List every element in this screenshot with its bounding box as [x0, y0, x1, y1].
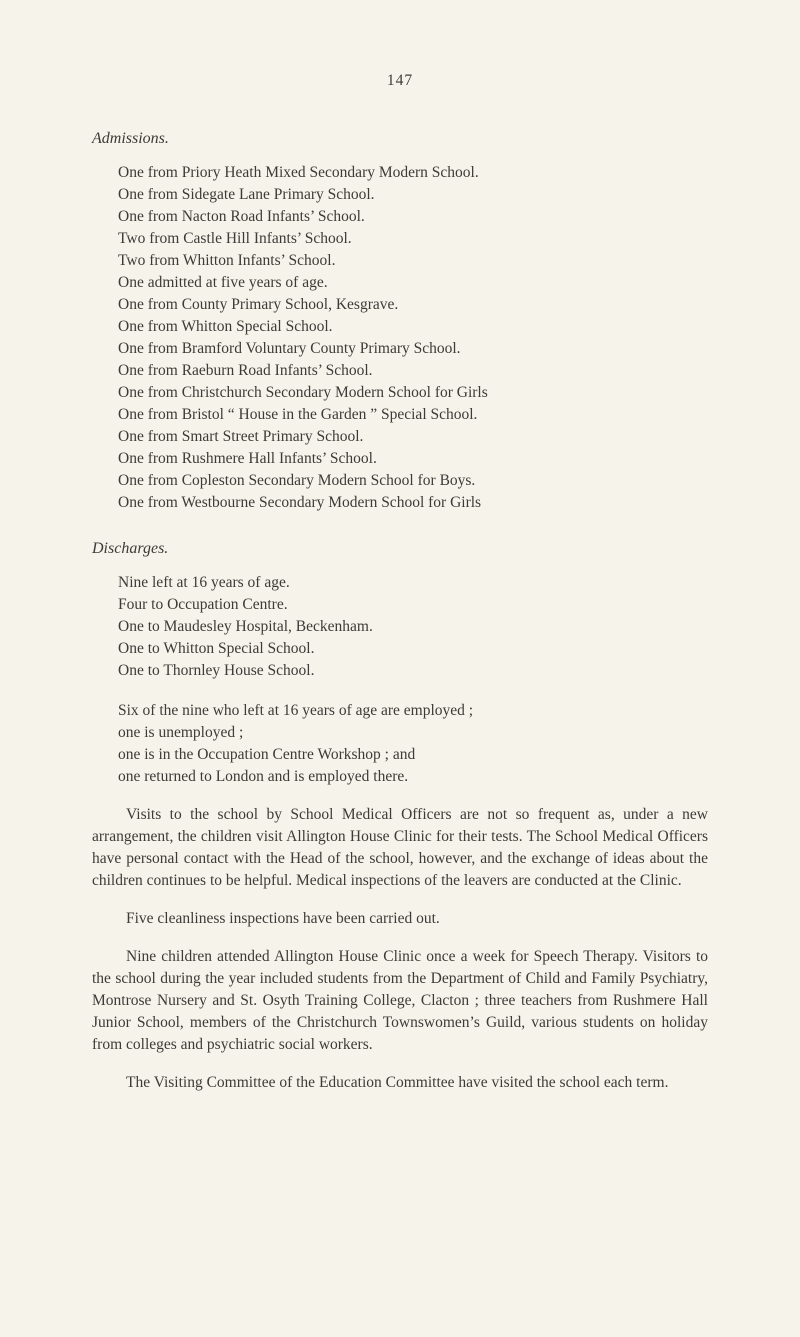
- list-item: One from Sidegate Lane Primary School.: [118, 186, 375, 203]
- list-item: One to Maudesley Hospital, Beckenham.: [118, 618, 373, 635]
- discharges-list: [118, 572, 708, 682]
- list-item: One from Smart Street Primary School.: [118, 428, 364, 445]
- list-item: one returned to London and is employed there.: [118, 768, 409, 785]
- list-item: Six of the nine who left at 16 years of age are employed ;: [118, 702, 474, 719]
- paragraph-visiting-committee: The Visiting Committee of the Education Committee have visited the school each term.: [126, 1074, 669, 1091]
- list-item: One from Bristol “ House in the Garden ” Special School.: [118, 406, 478, 423]
- list-item: one is in the Occupation Centre Workshop ; and: [118, 746, 416, 763]
- list-item: One from Westbourne Secondary Modern School for Girls: [118, 494, 482, 511]
- paragraph-visits: Visits to the school by School Medical Officers are not so frequent as, under a new arrangement, the children visit Allington House Clinic for their tests. The School Medical Officers have personal contact with the Head of the school, however, and the exchange of ideas about the children continues to be helpful. Medical inspections of the leavers are conducted at the Clinic.: [92, 806, 708, 889]
- page-number: 147: [386, 72, 414, 89]
- list-item: One from County Primary School, Kesgrave.: [118, 296, 399, 313]
- paragraph-speech-therapy: Nine children attended Allington House Clinic once a week for Speech Therapy. Visitors to the school during the year included students from the Department of Child and Family Psychiatry, Montrose Nursery and St. Osyth Training College, Clacton ; three teachers from Rushmere Hall Junior School, members of the Christchurch Townswomen’s Guild, various students on holiday from colleges and psychiatric social workers.: [92, 948, 708, 1053]
- admissions-list: [118, 162, 708, 514]
- admissions-heading: Admissions.: [92, 130, 169, 147]
- list-item: Nine left at 16 years of age.: [118, 574, 290, 591]
- list-item: One from Bramford Voluntary County Primary School.: [118, 340, 461, 357]
- list-item: Four to Occupation Centre.: [118, 596, 288, 613]
- list-item: One admitted at five years of age.: [118, 274, 328, 291]
- list-item: Two from Whitton Infants’ School.: [118, 252, 336, 269]
- list-item: One from Nacton Road Infants’ School.: [118, 208, 365, 225]
- list-item: One to Thornley House School.: [118, 662, 315, 679]
- list-item: One from Whitton Special School.: [118, 318, 333, 335]
- list-item: One from Priory Heath Mixed Secondary Modern School.: [118, 164, 479, 181]
- paragraph-cleanliness: Five cleanliness inspections have been carried out.: [126, 910, 440, 927]
- list-item: one is unemployed ;: [118, 724, 244, 741]
- list-item: One from Christchurch Secondary Modern School for Girls: [118, 384, 488, 401]
- list-item: One from Raeburn Road Infants’ School.: [118, 362, 373, 379]
- list-item: One to Whitton Special School.: [118, 640, 315, 657]
- list-item: One from Rushmere Hall Infants’ School.: [118, 450, 377, 467]
- discharges-heading: Discharges.: [92, 540, 169, 557]
- list-item: One from Copleston Secondary Modern School for Boys.: [118, 472, 476, 489]
- discharges-summary: [118, 700, 708, 788]
- list-item: Two from Castle Hill Infants’ School.: [118, 230, 352, 247]
